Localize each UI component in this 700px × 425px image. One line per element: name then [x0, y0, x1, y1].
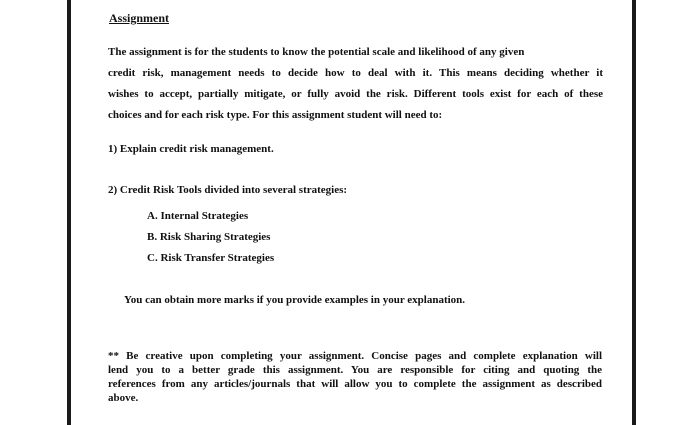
- footnote-line: references from any articles/journals that will allow you to complete the assignment as described: [108, 378, 602, 390]
- intro-paragraph: [108, 42, 603, 126]
- task-item-2: 2) Credit Risk Tools divided into several strategies:: [108, 184, 348, 196]
- intro-line: wishes to accept, partially mitigate, or fully avoid the risk. Different tools exist for each of these: [108, 88, 603, 100]
- list-item: C. Risk Transfer Strategies: [147, 252, 275, 264]
- marks-note: You can obtain more marks if you provide examples in your explanation.: [124, 294, 466, 306]
- intro-line: credit risk, management needs to decide how to deal with it. This means deciding whether it: [108, 67, 603, 79]
- footnote-paragraph: [108, 349, 602, 405]
- assignment-heading: Assignment: [109, 11, 170, 25]
- strategies-list: [147, 206, 274, 269]
- intro-line: choices and for each risk type. For this assignment student will need to:: [108, 109, 443, 121]
- task-item-1: 1) Explain credit risk management.: [108, 143, 274, 155]
- footnote-line: above.: [108, 392, 139, 404]
- document-page: [71, 0, 632, 425]
- footnote-line: ** Be creative upon completing your assignment. Concise pages and complete explanation will: [108, 350, 602, 362]
- list-item: A. Internal Strategies: [147, 210, 249, 222]
- intro-line: The assignment is for the students to know the potential scale and likelihood of any given: [108, 46, 525, 58]
- list-item: B. Risk Sharing Strategies: [147, 231, 271, 243]
- page-right-border: [632, 0, 636, 425]
- footnote-line: lend you to a better grade this assignment. You are responsible for citing and quoting the: [108, 364, 602, 376]
